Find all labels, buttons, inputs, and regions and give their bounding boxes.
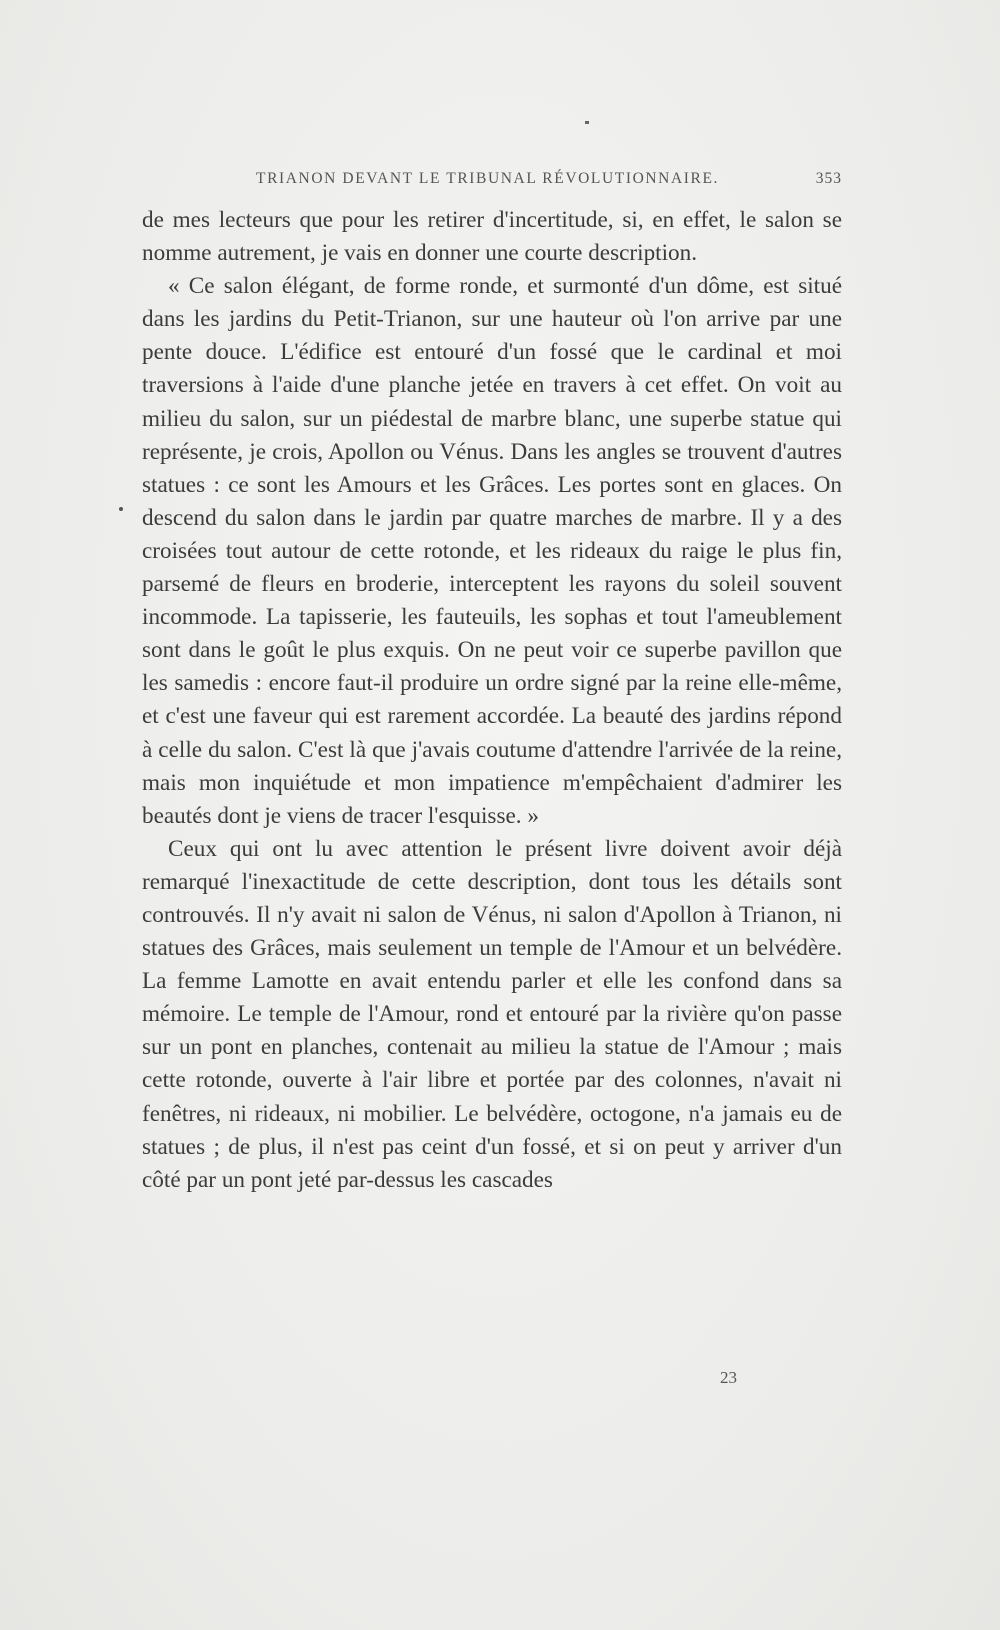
signature-mark: 23 (720, 1368, 737, 1387)
page-number: 353 (815, 170, 842, 187)
running-head-title: TRIANON DEVANT LE TRIBUNAL RÉVOLUTIONNAIRE. (256, 170, 720, 187)
print-speck (119, 507, 123, 511)
paragraph: « Ce salon élégant, de forme ronde, et surmonté d'un dôme, est situé dans les jardins du Petit-Trianon, sur une hauteur où l'on arrive par une pente douce. L'édifice est entouré d'un fossé que le cardinal et moi traversions à l'aide d'une planche jetée en travers à cet effet. On voit au milieu du salon, sur un piédestal de marbre blanc, une superbe statue qui représente, je crois, Apollon ou Vénus. Dans les angles se trouvent d'autres statues : ce sont les Amours et les Grâces. Les portes sont en glaces. On descend du salon dans le jardin par quatre marches de marbre. Il y a des croisées tout autour de cette rotonde, et les rideaux du raige le plus fin, parsemé de fleurs en broderie, interceptent les rayons du soleil souvent incommode. La tapisserie, les fauteuils, les sophas et tout l'ameublement sont dans le goût le plus exquis. On ne peut voir ce superbe pavillon que les samedis : encore faut-il produire un ordre signé par la reine elle-même, et c'est une faveur qui est rarement accordée. La beauté des jardins répond à celle du salon. C'est là que j'avais coutume d'attendre l'arrivée de la reine, mais mon inquiétude et mon impatience m'empêchaient d'admirer les beautés dont je viens de tracer l'esquisse. » (142, 273, 842, 829)
print-speck (585, 121, 589, 124)
running-head (142, 170, 842, 194)
paragraph: Ceux qui ont lu avec attention le présent livre doivent avoir déjà remarqué l'inexactitude de cette description, dont tous les détails sont controuvés. Il n'y avait ni salon de Vénus, ni salon d'Apollon à Trianon, ni statues des Grâces, mais seulement un temple de l'Amour et un belvédère. La femme Lamotte en avait entendu parler et elle les confond dans sa mémoire. Le temple de l'Amour, rond et entouré par la rivière qu'on passe sur un pont en planches, contenait au milieu la statue de l'Amour ; mais cette rotonde, ouverte à l'air libre et portée par des colonnes, n'avait ni fenêtres, ni rideaux, ni mobilier. Le belvédère, octogone, n'a jamais eu de statues ; de plus, il n'est pas ceint d'un fossé, et si on peut y arriver d'un côté par un pont jeté par-dessus les cascades (142, 835, 842, 1193)
paragraph: de mes lecteurs que pour les retirer d'incertitude, si, en effet, le salon se nomme autrement, je vais en donner une courte description. (142, 207, 842, 267)
body-text (142, 204, 842, 1197)
